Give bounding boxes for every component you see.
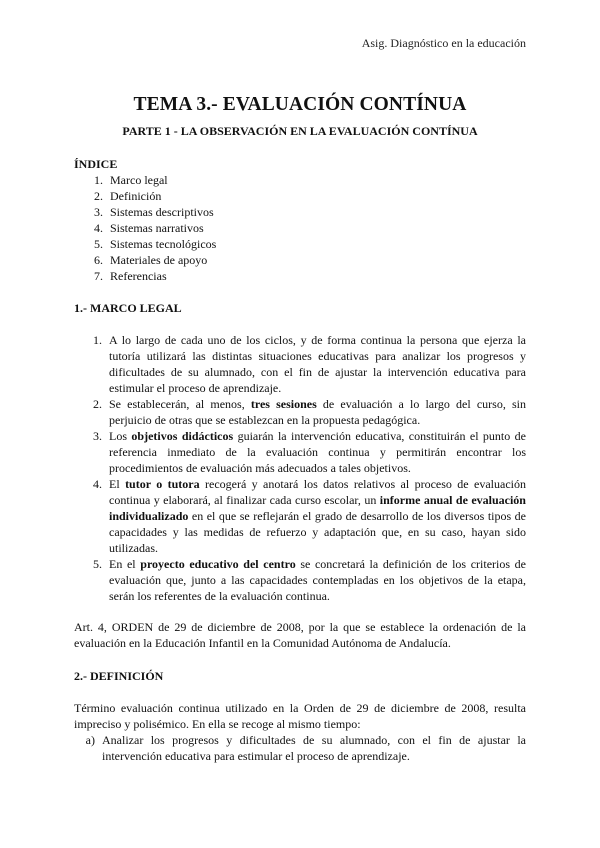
index-item: 4. Sistemas narrativos	[94, 221, 204, 235]
section-marco-legal	[74, 300, 526, 316]
index-item: 2. Definición	[94, 189, 162, 203]
index-section	[74, 156, 526, 284]
index-item: 5. Sistemas tecnológicos	[94, 237, 217, 251]
section-definicion	[74, 668, 526, 684]
index-item: 6. Materiales de apoyo	[94, 253, 208, 267]
list-item: a) Analizar los progresos y dificultades de su alumnado, con el fin de ajustar la intervención educativa para estimular el proceso de aprendizaje.	[85, 733, 526, 763]
page-title: TEMA 3.- EVALUACIÓN CONTÍNUA	[133, 94, 467, 115]
definicion-intro: Término evaluación continua utilizado en la Orden de 29 de diciembre de 2008, resulta impreciso y polisémico. En ella se recoge al mismo tiempo:	[74, 701, 526, 731]
citation	[74, 619, 526, 651]
definicion-body	[74, 700, 526, 764]
marco-legal-list	[74, 332, 526, 604]
list-item: 3. Los objetivos didácticos guiarán la intervención educativa, constituirán el punto de referencia inmediato de la evaluación continua y permitirán encontrar los procedimientos de evaluación más adecuados a tales objetivos.	[93, 429, 527, 475]
page-subtitle: PARTE 1 - LA OBSERVACIÓN EN LA EVALUACIÓN CONTÍNUA	[122, 124, 478, 138]
list-item: 1. A lo largo de cada uno de los ciclos, y de forma continua la persona que ejerza la tutoría utilizará las distintas situaciones educativas para analizar los progresos y dificultades de su alumnado, con el fin de ajustar la intervención educativa para estimular el proceso de aprendizaje.	[93, 333, 526, 395]
index-item: 7. Referencias	[94, 269, 167, 283]
list-item: 4. El tutor o tutora recogerá y anotará los datos relativos al proceso de evaluación continua y elaborará, al finalizar cada curso escolar, un informe anual de evaluación individualizado en el que se reflejarán el grado de desarrollo de los diversos tipos de capacidades y las medidas de refuerzo y adaptación que, en su caso, hayan sido utilizadas.	[93, 477, 526, 555]
section-heading: 1.- MARCO LEGAL	[74, 301, 182, 315]
header-course: Asig. Diagnóstico en la educación	[361, 36, 526, 50]
citation-text: Art. 4, ORDEN de 29 de diciembre de 2008, por la que se establece la ordenación de la evaluación en la Educación Infantil en la Comunidad Autónoma de Andalucía.	[74, 620, 526, 650]
list-item: 5. En el proyecto educativo del centro se concretará la definición de los criterios de evaluación que, junto a las capacidades contempladas en los objetivos de la etapa, serán los referentes de la evaluación continua.	[93, 557, 526, 603]
index-item: 3. Sistemas descriptivos	[94, 205, 214, 219]
index-list	[74, 172, 526, 284]
index-item: 1. Marco legal	[94, 173, 168, 187]
list-item: 2. Se establecerán, al menos, tres sesiones de evaluación a lo largo del curso, sin perjuicio de otras que se establezcan en la propuesta pedagógica.	[93, 397, 526, 427]
index-heading: ÍNDICE	[74, 157, 118, 171]
section-heading: 2.- DEFINICIÓN	[74, 669, 164, 683]
